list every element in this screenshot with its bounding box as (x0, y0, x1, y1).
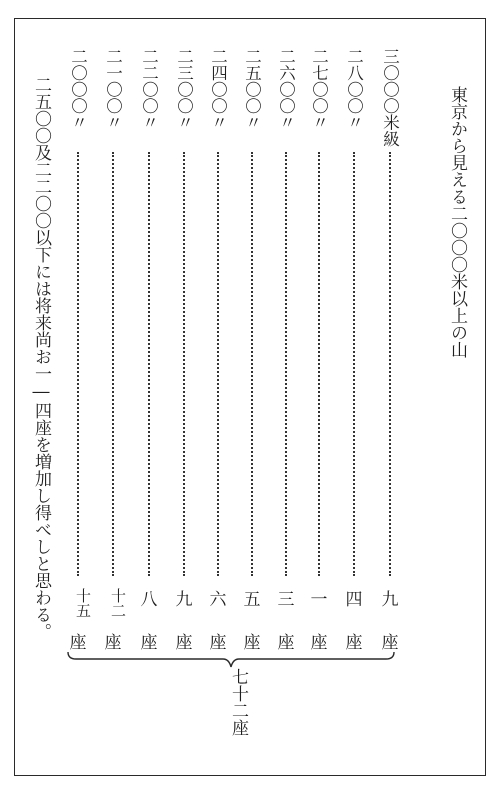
unit-label: 座 (104, 633, 122, 653)
unit-label: 座 (140, 633, 158, 653)
elevation-label: 二七〇〇〃 (309, 48, 329, 131)
leader-dots (318, 152, 320, 576)
elevation-label: 二八〇〇〃 (344, 48, 364, 131)
grouping-brace (66, 650, 396, 670)
elevation-label: 三〇〇〇米級 (380, 48, 400, 147)
mountain-count: 十二 (109, 588, 127, 618)
unit-label: 座 (209, 633, 227, 653)
leader-dots (353, 152, 355, 576)
unit-label: 座 (69, 633, 87, 653)
unit-label: 座 (381, 633, 399, 653)
leader-dots (285, 152, 287, 576)
leader-dots (389, 152, 391, 576)
leader-dots (217, 152, 219, 576)
mountain-count: 一 (310, 590, 328, 610)
unit-label: 座 (243, 633, 261, 653)
elevation-label: 二五〇〇〃 (242, 48, 262, 131)
document-title: 東京から見える二〇〇〇米以上の山 (447, 86, 467, 358)
unit-label: 座 (175, 633, 193, 653)
leader-dots (77, 152, 79, 576)
elevation-label: 二六〇〇〃 (276, 48, 296, 131)
unit-label: 座 (310, 633, 328, 653)
unit-label: 座 (345, 633, 363, 653)
unit-label: 座 (277, 633, 295, 653)
leader-dots (148, 152, 150, 576)
mountain-count: 三 (277, 590, 295, 610)
mountain-count: 九 (381, 590, 399, 610)
leader-dots (183, 152, 185, 576)
elevation-label: 二二〇〇〃 (139, 48, 159, 131)
mountain-count: 八 (140, 590, 158, 610)
footnote: 二五〇〇及二二〇〇以下には将来尚お一―四座を増加し得べしと思わる。 (31, 76, 51, 640)
elevation-label: 二四〇〇〃 (208, 48, 228, 131)
elevation-label: 二一〇〇〃 (103, 48, 123, 131)
leader-dots (251, 152, 253, 576)
total-count: 七十二座 (228, 668, 248, 736)
mountain-count: 九 (175, 590, 193, 610)
elevation-label: 二三〇〇〃 (174, 48, 194, 131)
mountain-count: 四 (345, 590, 363, 610)
mountain-count: 十五 (74, 588, 92, 618)
leader-dots (112, 152, 114, 576)
mountain-count: 六 (209, 590, 227, 610)
elevation-label: 二〇〇〇〃 (68, 48, 88, 131)
mountain-count: 五 (243, 590, 261, 610)
